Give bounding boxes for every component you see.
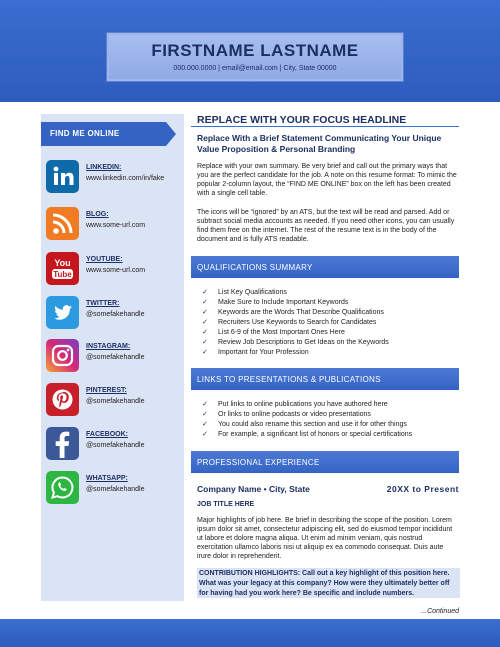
check-icon: ✓	[202, 289, 208, 296]
employment-dates: 20XX to Present	[386, 484, 459, 494]
contribution-highlights: CONTRIBUTION HIGHLIGHTS: Call out a key highlight of this position here. What was your legacy at this company? How were they ultimately better off for having had you work here? Be specific and include numbers.	[199, 570, 450, 597]
check-icon: ✓	[202, 319, 208, 326]
company-line: Company Name • City, State	[197, 484, 310, 494]
sidebar-item-instagram	[46, 339, 184, 375]
pinterest-icon[interactable]	[46, 383, 79, 416]
section-title: LINKS TO PRESENTATIONS & PUBLICATIONS	[197, 375, 381, 384]
check-icon: ✓	[202, 309, 208, 316]
sidebar-item-value[interactable]: @somefakehandle	[86, 442, 145, 449]
sidebar-item-label[interactable]: TWITTER:	[86, 300, 120, 307]
find-me-online-banner	[41, 122, 176, 146]
job-title: JOB TITLE HERE	[197, 501, 255, 508]
continued-note: ...Continued	[421, 608, 459, 615]
headline-divider	[191, 126, 459, 127]
rss-icon[interactable]	[46, 207, 79, 240]
check-icon: ✓	[202, 401, 208, 408]
youtube-icon[interactable]	[46, 252, 79, 285]
sidebar-item-pinterest	[46, 383, 184, 419]
sidebar-item-linkedin	[46, 160, 184, 196]
check-icon: ✓	[202, 349, 208, 356]
job-description: Major highlights of job here. Be brief in describing the scope of the position. Lorem ipsum dolor sit amet, consectetur adipiscing elit, sed do eiusmod tempor incididunt ut labore et dolore magna aliqua. Ut enim ad minim veniam, quis nostrud exercitation ullamco laboris nisi ut aliquip ex ea commodo consequat. Duis aute irure dolor in reprehenderit.	[197, 517, 453, 560]
footer-band	[0, 619, 500, 647]
linkedin-icon[interactable]	[46, 160, 79, 193]
sidebar-item-value[interactable]: www.some-url.com	[86, 222, 146, 229]
check-icon: ✓	[202, 339, 208, 346]
svg-text:Tube: Tube	[53, 270, 72, 279]
candidate-name: FIRSTNAME LASTNAME	[151, 41, 359, 60]
name-box	[106, 32, 404, 82]
section-header-links	[191, 368, 459, 390]
sidebar-title: FIND ME ONLINE	[50, 129, 120, 138]
list-item: ✓ List Key Qualifications	[202, 289, 287, 296]
sidebar-item-label[interactable]: PINTEREST:	[86, 387, 127, 394]
sidebar-item-blog	[46, 207, 184, 243]
focus-headline: REPLACE WITH YOUR FOCUS HEADLINE	[197, 114, 407, 126]
sidebar-item-facebook	[46, 427, 184, 463]
check-icon: ✓	[202, 421, 208, 428]
section-header-qualifications	[191, 256, 459, 278]
list-item: ✓ For example, a significant list of honors or special certifications	[202, 431, 413, 438]
instagram-icon[interactable]	[46, 339, 79, 372]
list-item: ✓ List 6-9 of the Most Important Ones Here	[202, 329, 345, 336]
list-item: ✓ Keywords are the Words That Describe Qualifications	[202, 309, 384, 316]
list-item: ✓ Recruiters Use Keywords to Search for Candidates	[202, 319, 377, 326]
whatsapp-icon[interactable]	[46, 471, 79, 504]
check-icon: ✓	[202, 299, 208, 306]
sidebar-item-label[interactable]: INSTAGRAM:	[86, 343, 131, 350]
check-icon: ✓	[202, 431, 208, 438]
sidebar-item-label[interactable]: FACEBOOK:	[86, 431, 128, 438]
check-icon: ✓	[202, 329, 208, 336]
summary-paragraph-2: The icons will be “ignored” by an ATS, but the text will be read and parsed. Add or subtract social media accounts as needed. If you need other icons, you can usually find them free on the internet. The rest of the resume text is in the body of the document and is fully ATS readable.	[197, 209, 455, 243]
contribution-highlights-box	[197, 568, 460, 598]
sidebar-item-youtube	[46, 252, 184, 288]
list-item: ✓ Review Job Descriptions to Get Ideas on the Keywords	[202, 339, 389, 346]
sidebar-item-label[interactable]: WHATSAPP:	[86, 475, 128, 482]
twitter-icon[interactable]	[46, 296, 79, 329]
list-item: ✓ Put links to online publications you have authored here	[202, 401, 388, 408]
sidebar-item-label[interactable]: YOUTUBE:	[86, 256, 123, 263]
list-item: ✓ Or links to online podcasts or video presentations	[202, 411, 371, 418]
sidebar-item-value[interactable]: www.some-url.com	[86, 267, 146, 274]
sidebar-item-value[interactable]: www.linkedin.com/in/fake	[86, 175, 165, 182]
sidebar-item-label[interactable]: BLOG:	[86, 211, 109, 218]
section-title: QUALIFICATIONS SUMMARY	[197, 263, 313, 272]
sidebar-item-value[interactable]: @somefakehandle	[86, 486, 145, 493]
section-header-experience	[191, 451, 459, 473]
summary-paragraph-1: Replace with your own summary. Be very brief and call out the primary ways that you are the perfect candidate for the job. A note on this resume format: To mimic the popular 2-column layout, the “FIND ME ONLINE” box on the left has been created with a single cell table.	[197, 163, 457, 197]
list-item: ✓ You could also rename this section and use it for other things	[202, 421, 407, 428]
sidebar-item-value[interactable]: @somefakehandle	[86, 398, 145, 405]
list-item: ✓ Important for Your Profession	[202, 349, 309, 356]
sidebar-item-label[interactable]: LINKEDIN:	[86, 164, 122, 171]
facebook-icon[interactable]	[46, 427, 79, 460]
sidebar-item-value[interactable]: @somefakehandle	[86, 354, 145, 361]
sidebar-item-whatsapp	[46, 471, 184, 507]
contact-line: 000.000.0000 | email@email.com | City, State 00000	[173, 65, 337, 72]
sidebar-item-value[interactable]: @somefakehandle	[86, 311, 145, 318]
list-item: ✓ Make Sure to Include Important Keywords	[202, 299, 349, 306]
svg-text:You: You	[54, 258, 71, 268]
sidebar-item-twitter	[46, 296, 184, 332]
value-proposition: Replace With a Brief Statement Communicating Your Unique Value Proposition & Personal Branding	[197, 133, 442, 154]
check-icon: ✓	[202, 411, 208, 418]
section-title: PROFESSIONAL EXPERIENCE	[197, 458, 320, 467]
